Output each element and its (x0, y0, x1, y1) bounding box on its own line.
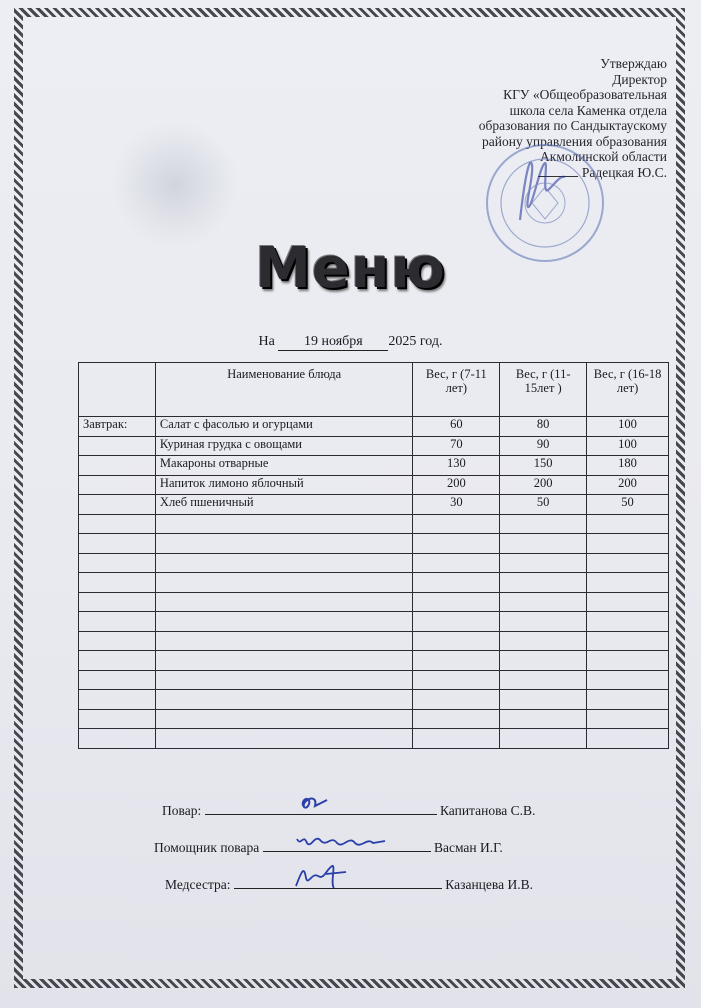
empty-cell (500, 612, 587, 632)
empty-cell (155, 631, 413, 651)
empty-cell (500, 729, 587, 749)
empty-table-row (79, 709, 669, 729)
meal-cell (79, 495, 156, 515)
empty-cell (155, 534, 413, 554)
page-title: Меню (255, 236, 446, 301)
weight-16-18-cell: 200 (587, 475, 669, 495)
approval-line: Утверждаю (600, 56, 667, 71)
nurse-role: Медсестра: (165, 877, 231, 892)
empty-cell (500, 514, 587, 534)
weight-16-18-cell: 100 (587, 417, 669, 437)
assistant-signature-line (263, 837, 431, 852)
empty-cell (587, 631, 669, 651)
approval-line: Акмолинской области (540, 149, 667, 164)
empty-cell (587, 651, 669, 671)
empty-cell (500, 709, 587, 729)
weight-7-11-cell: 30 (413, 495, 500, 515)
empty-cell (155, 592, 413, 612)
empty-cell (155, 514, 413, 534)
empty-cell (79, 670, 156, 690)
assistant-role: Помощник повара (154, 840, 260, 855)
weight-16-18-cell: 180 (587, 456, 669, 476)
staff-cook (162, 800, 535, 819)
meal-cell (79, 436, 156, 456)
approval-line: Директор (612, 71, 667, 87)
empty-cell (79, 553, 156, 573)
table-row (79, 495, 669, 515)
empty-cell (413, 592, 500, 612)
empty-cell (413, 553, 500, 573)
weight-11-15-cell: 80 (500, 417, 587, 437)
approval-line: району управления образования (482, 133, 667, 149)
date-year: 2025 год. (388, 334, 443, 349)
empty-cell (587, 534, 669, 554)
weight-7-11-cell: 200 (413, 475, 500, 495)
empty-cell (500, 651, 587, 671)
approval-line: школа села Каменка отдела (509, 102, 667, 118)
empty-cell (79, 709, 156, 729)
weight-11-15-cell: 50 (500, 495, 587, 515)
empty-cell (413, 690, 500, 710)
header-dish: Наименование блюда (155, 363, 413, 417)
faded-watermark (110, 120, 240, 250)
date-prefix: На (258, 334, 275, 349)
assistant-signature (293, 829, 393, 853)
table-header-row (79, 363, 669, 417)
empty-cell (587, 514, 669, 534)
approval-line: образования по Сандыктаускому (478, 118, 667, 133)
empty-cell (500, 631, 587, 651)
dish-cell: Макароны отварные (155, 456, 413, 476)
table-row (79, 417, 669, 437)
dish-cell: Напиток лимоно яблочный (155, 475, 413, 495)
weight-7-11-cell: 130 (413, 456, 500, 476)
empty-cell (413, 631, 500, 651)
dish-cell: Салат с фасолью и огурцами (155, 417, 413, 437)
weight-7-11-cell: 60 (413, 417, 500, 437)
dish-cell: Хлеб пшеничный (155, 495, 413, 515)
weight-7-11-cell: 70 (413, 436, 500, 456)
empty-cell (79, 690, 156, 710)
empty-cell (79, 651, 156, 671)
empty-cell (413, 651, 500, 671)
empty-cell (413, 573, 500, 593)
empty-cell (413, 534, 500, 554)
empty-cell (587, 612, 669, 632)
empty-cell (587, 670, 669, 690)
cook-role: Повар: (162, 803, 202, 818)
staff-assistant (154, 837, 503, 856)
empty-cell (500, 573, 587, 593)
empty-cell (155, 553, 413, 573)
date-day: 19 ноября (278, 334, 388, 351)
empty-cell (79, 631, 156, 651)
empty-table-row (79, 514, 669, 534)
cook-signature-line (205, 800, 437, 815)
empty-cell (587, 592, 669, 612)
menu-table (78, 362, 669, 749)
empty-cell (500, 553, 587, 573)
assistant-name: Васман И.Г. (433, 840, 503, 855)
empty-cell (155, 573, 413, 593)
empty-table-row (79, 612, 669, 632)
empty-cell (587, 573, 669, 593)
empty-cell (79, 534, 156, 554)
empty-cell (79, 729, 156, 749)
empty-cell (500, 534, 587, 554)
empty-cell (587, 690, 669, 710)
empty-cell (587, 709, 669, 729)
empty-cell (413, 612, 500, 632)
empty-cell (155, 670, 413, 690)
empty-cell (79, 592, 156, 612)
empty-cell (500, 690, 587, 710)
empty-cell (413, 709, 500, 729)
empty-table-row (79, 670, 669, 690)
menu-date (0, 334, 701, 351)
empty-cell (587, 729, 669, 749)
empty-cell (500, 592, 587, 612)
empty-cell (413, 729, 500, 749)
empty-cell (155, 651, 413, 671)
approval-signer: Радецкая Ю.С. (581, 164, 667, 180)
weight-16-18-cell: 100 (587, 436, 669, 456)
meal-cell (79, 456, 156, 476)
empty-table-row (79, 631, 669, 651)
empty-cell (413, 514, 500, 534)
staff-nurse (165, 874, 533, 893)
empty-cell (500, 670, 587, 690)
cook-signature (297, 792, 337, 814)
table-row (79, 475, 669, 495)
header-weight-11-15: Вес, г (11-15лет ) (500, 363, 587, 417)
table-row (79, 456, 669, 476)
header-weight-16-18: Вес, г (16-18 лет) (587, 363, 669, 417)
nurse-signature-line (234, 874, 442, 889)
cook-name: Капитанова С.В. (439, 803, 536, 818)
empty-table-row (79, 553, 669, 573)
empty-table-row (79, 690, 669, 710)
header-cell (79, 363, 156, 417)
table-row (79, 436, 669, 456)
meal-cell (79, 475, 156, 495)
nurse-name: Казанцева И.В. (445, 877, 533, 892)
empty-cell (79, 514, 156, 534)
empty-cell (155, 690, 413, 710)
nurse-signature (290, 862, 350, 892)
weight-16-18-cell: 50 (587, 495, 669, 515)
empty-cell (155, 709, 413, 729)
meal-cell: Завтрак: (79, 417, 156, 437)
empty-table-row (79, 729, 669, 749)
empty-table-row (79, 534, 669, 554)
empty-table-row (79, 651, 669, 671)
empty-table-row (79, 592, 669, 612)
empty-cell (79, 612, 156, 632)
empty-table-row (79, 573, 669, 593)
approval-line: КГУ «Общеобразовательная (503, 87, 667, 102)
weight-11-15-cell: 150 (500, 456, 587, 476)
dish-cell: Куриная грудка с овощами (155, 436, 413, 456)
header-weight-7-11: Вес, г (7-11 лет) (413, 363, 500, 417)
empty-cell (155, 612, 413, 632)
empty-cell (587, 553, 669, 573)
stamp-emblem (532, 187, 558, 219)
empty-cell (413, 670, 500, 690)
empty-cell (79, 573, 156, 593)
weight-11-15-cell: 90 (500, 436, 587, 456)
weight-11-15-cell: 200 (500, 475, 587, 495)
empty-cell (155, 729, 413, 749)
